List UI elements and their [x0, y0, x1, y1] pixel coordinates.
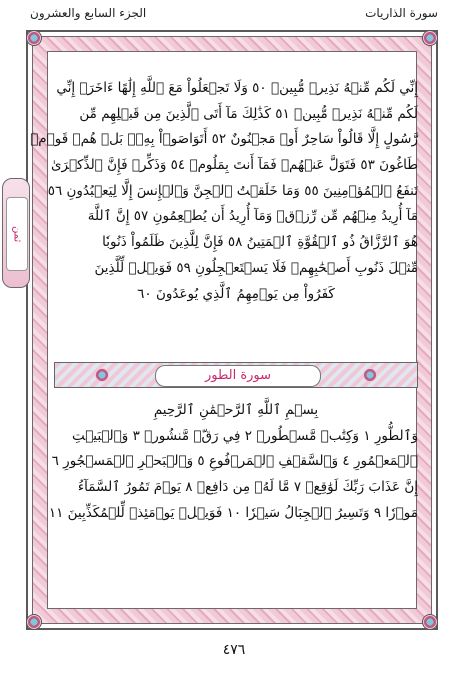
hizb-marker-inner — [6, 197, 28, 271]
basmala: بِسۡمِ ٱللَّهِ ٱلرَّحۡمَٰنِ ٱلرَّحِيمِ — [153, 402, 319, 418]
text-line: طَاغُونَ ٥٣ فَتَوَلَّ عَنۡهُمۡ فَمَآ أَنتَ بِمَلُومٖ ٥٤ وَذَكِّرۡ فَإِنَّ ٱلذِّكۡرَىٰ — [50, 157, 418, 174]
sura-title-banner — [54, 362, 418, 388]
hizb-marker-label: ثمن — [11, 225, 23, 243]
juz-header: الجزء السابع والعشرون — [30, 6, 147, 20]
text-line: رَّسُولٍ إِلَّا قَالُواْ سَاحِرٌ أَوۡ مَجۡنُونٌ ٥٢ أَتَوَاصَوۡاْ بِهِۦۚ بَلۡ هُمۡ قَوۡمٞ — [30, 131, 418, 148]
text-line: ٱلۡمَعۡمُورِ ٤ وَٱلسَّقۡفِ ٱلۡمَرۡفُوعِ ٥ وَٱلۡبَحۡرِ ٱلۡمَسۡجُورِ ٦ — [51, 453, 418, 470]
text-line: مَوۡرٗا ٩ وَتَسِيرُ ٱلۡجِبَالُ سَيۡرٗا ١٠ فَوَيۡلٞ يَوۡمَئِذٖ لِّلۡمُكَذِّبِينَ ١١ — [48, 504, 418, 521]
page-number: ٤٧٦ — [222, 642, 246, 658]
text-line: كَفَرُواْ مِن يَوۡمِهِمُ ٱلَّذِي يُوعَدُونَ ٦٠ — [137, 285, 335, 302]
hizb-marker — [2, 178, 30, 288]
text-line: إِنَّ عَذَابَ رَبِّكَ لَوَٰقِعٞ ٧ مَّا لَهُۥ مِن دَافِعٖ ٨ يَوۡمَ تَمُورُ ٱلسَّمَآءُ — [77, 479, 418, 496]
verses-block-2 — [48, 398, 418, 526]
flower-ornament-icon — [95, 368, 109, 382]
text-line: مِّثۡلَ ذَنُوبِ أَصۡحَٰبِهِمۡ فَلَا يَسۡتَعۡجِلُونِ ٥٩ فَوَيۡلٞ لِّلَّذِينَ — [94, 259, 418, 276]
text-line: تَنفَعُ ٱلۡمُؤۡمِنِينَ ٥٥ وَمَا خَلَقۡتُ ٱلۡجِنَّ وَٱلۡإِنسَ إِلَّا لِيَعۡبُدُونِ ٥٦ — [47, 182, 418, 199]
text-line: مَآ أُرِيدُ مِنۡهُم مِّن رِّزۡقٖ وَمَآ أُرِيدُ أَن يُطۡعِمُونِ ٥٧ إِنَّ ٱللَّهَ — [87, 208, 418, 225]
surah-name-header: سورة الذاريات — [365, 6, 438, 20]
corner-ornament-icon — [26, 30, 42, 46]
corner-ornament-icon — [422, 614, 438, 630]
sura-title: سورة الطور — [155, 365, 321, 387]
text-line: لَكُم مِّنۡهُ نَذِيرٞ مُّبِينٞ ٥١ كَذَٰلِكَ مَآ أَتَى ٱلَّذِينَ مِن قَبۡلِهِم مِّن — [79, 105, 418, 122]
verses-block-1 — [30, 76, 418, 307]
text-line: وَٱلطُّورِ ١ وَكِتَٰبٖ مَّسۡطُورٖ ٢ فِي رَقّٖ مَّنشُورٖ ٣ وَٱلۡبَيۡتِ — [71, 427, 418, 444]
corner-ornament-icon — [422, 30, 438, 46]
text-line: إِنِّي لَكُم مِّنۡهُ نَذِيرٞ مُّبِينٞ ٥٠ وَلَا تَجۡعَلُواْ مَعَ ٱللَّهِ إِلَٰهًا ءَاخَرَۖ إِنِّي — [56, 80, 418, 96]
text-line: هُوَ ٱلرَّزَّاقُ ذُو ٱلۡقُوَّةِ ٱلۡمَتِينُ ٥٨ فَإِنَّ لِلَّذِينَ ظَلَمُواْ ذَنُوبٗا — [102, 234, 418, 251]
corner-ornament-icon — [26, 614, 42, 630]
flower-ornament-icon — [363, 368, 377, 382]
